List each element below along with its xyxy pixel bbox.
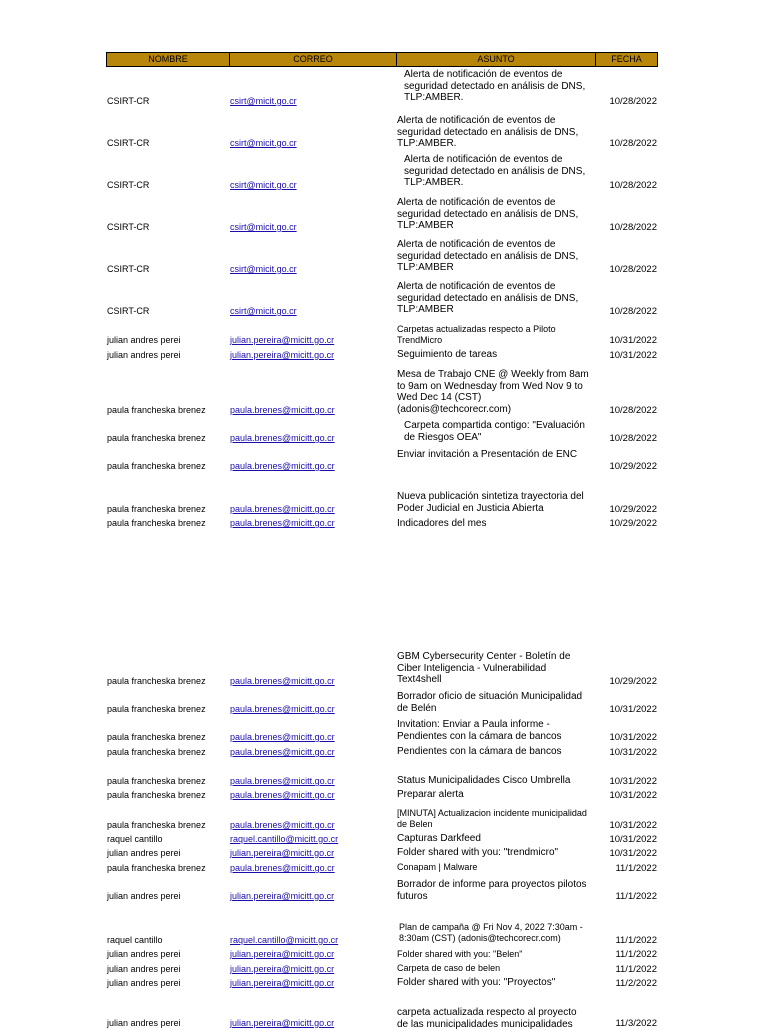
row-email-link[interactable]: paula.brenes@micitt.go.cr xyxy=(230,405,335,415)
row-date: 10/29/2022 xyxy=(609,461,657,472)
row-email-link[interactable]: raquel.cantillo@micitt.go.cr xyxy=(230,834,339,844)
row-email-link[interactable]: julian.pereira@micitt.go.cr xyxy=(230,891,335,901)
row-subject: Carpetas actualizadas respecto a Piloto TrendMicro xyxy=(397,324,556,345)
row-email-link[interactable]: paula.brenes@micitt.go.cr xyxy=(230,676,335,686)
header-asunto: ASUNTO xyxy=(396,52,596,67)
row-subject: Alerta de notificación de eventos de seguridad detectado en análisis de DNS, TLP:AMBER. xyxy=(397,115,579,149)
row-email-link[interactable]: raquel.cantillo@micitt.go.cr xyxy=(230,935,339,945)
row-email-link[interactable]: csirt@micit.go.cr xyxy=(230,264,297,274)
row-date: 10/28/2022 xyxy=(609,306,657,317)
row-date: 11/3/2022 xyxy=(615,1018,657,1029)
header-nombre: NOMBRE xyxy=(106,52,230,67)
row-date: 10/28/2022 xyxy=(609,264,657,275)
row-name: CSIRT-CR xyxy=(107,180,150,190)
row-email-link[interactable]: paula.brenes@micitt.go.cr xyxy=(230,504,335,514)
row-name: CSIRT-CR xyxy=(107,222,150,232)
row-name: paula francheska brenez xyxy=(107,518,206,528)
row-subject: Alerta de notificación de eventos de seguridad detectado en análisis de DNS, TLP:AMBER xyxy=(397,197,579,231)
row-name: julian andres perei xyxy=(107,978,181,988)
row-name: CSIRT-CR xyxy=(107,138,150,148)
row-subject: carpeta actualizada respecto al proyecto de las municipalidades municipalidades xyxy=(397,1007,577,1030)
row-date: 11/1/2022 xyxy=(615,863,657,874)
row-email-link[interactable]: julian.pereira@micitt.go.cr xyxy=(230,964,335,974)
row-name: paula francheska brenez xyxy=(107,433,206,443)
row-subject: Alerta de notificación de eventos de seguridad detectado en análisis de DNS, TLP:AMBER. xyxy=(404,154,586,188)
row-subject: Mesa de Trabajo CNE @ Weekly from 8am to 9am on Wednesday from Wed Nov 9 to Wed Dec 14 (CST) (adonis@techcorecr.com) xyxy=(397,369,589,415)
row-name: julian andres perei xyxy=(107,949,181,959)
row-name: paula francheska brenez xyxy=(107,504,206,514)
row-subject: Preparar alerta xyxy=(397,789,464,800)
row-name: paula francheska brenez xyxy=(107,704,206,714)
row-subject: GBM Cybersecurity Center - Boletín de Ciber Inteligencia - Vulnerabilidad Text4shell xyxy=(397,651,571,685)
row-date: 10/31/2022 xyxy=(609,820,657,831)
row-subject: Plan de campaña @ Fri Nov 4, 2022 7:30am - 8:30am (CST) (adonis@techcorecr.com) xyxy=(399,922,583,943)
row-subject: Pendientes con la cámara de bancos xyxy=(397,746,562,757)
row-name: julian andres perei xyxy=(107,350,181,360)
row-email-link[interactable]: julian.pereira@micitt.go.cr xyxy=(230,1018,335,1028)
row-date: 10/31/2022 xyxy=(609,848,657,859)
row-name: paula francheska brenez xyxy=(107,405,206,415)
row-subject: Folder shared with you: "Proyectos" xyxy=(397,977,556,988)
row-subject: [MINUTA] Actualizacion incidente municipalidad de Belen xyxy=(397,808,587,829)
row-subject: Conapam | Malware xyxy=(397,862,478,872)
row-email-link[interactable]: paula.brenes@micitt.go.cr xyxy=(230,863,335,873)
row-email-link[interactable]: csirt@micit.go.cr xyxy=(230,306,297,316)
row-name: paula francheska brenez xyxy=(107,863,206,873)
row-name: CSIRT-CR xyxy=(107,264,150,274)
row-email-link[interactable]: csirt@micit.go.cr xyxy=(230,138,297,148)
row-date: 10/31/2022 xyxy=(609,790,657,801)
row-email-link[interactable]: julian.pereira@micitt.go.cr xyxy=(230,978,335,988)
row-subject: Alerta de notificación de eventos de seguridad detectado en análisis de DNS, TLP:AMBER. xyxy=(404,69,586,103)
row-date: 10/31/2022 xyxy=(609,704,657,715)
row-date: 11/1/2022 xyxy=(615,935,657,946)
row-email-link[interactable]: paula.brenes@micitt.go.cr xyxy=(230,732,335,742)
row-name: paula francheska brenez xyxy=(107,676,206,686)
row-subject: Capturas Darkfeed xyxy=(397,833,481,844)
row-email-link[interactable]: paula.brenes@micitt.go.cr xyxy=(230,461,335,471)
row-date: 10/28/2022 xyxy=(609,180,657,191)
row-name: paula francheska brenez xyxy=(107,732,206,742)
row-email-link[interactable]: paula.brenes@micitt.go.cr xyxy=(230,820,335,830)
row-email-link[interactable]: csirt@micit.go.cr xyxy=(230,96,297,106)
row-date: 11/1/2022 xyxy=(615,949,657,960)
row-subject: Folder shared with you: "Belen" xyxy=(397,949,523,959)
row-date: 10/31/2022 xyxy=(609,747,657,758)
row-subject: Enviar invitación a Presentación de ENC xyxy=(397,449,578,460)
row-subject: Status Municipalidades Cisco Umbrella xyxy=(397,775,571,786)
row-name: CSIRT-CR xyxy=(107,306,150,316)
row-subject: Borrador oficio de situación Municipalidad de Belén xyxy=(397,691,583,714)
row-email-link[interactable]: csirt@micit.go.cr xyxy=(230,180,297,190)
row-date: 11/1/2022 xyxy=(615,964,657,975)
row-subject: Carpeta compartida contigo: "Evaluación de Riesgos OEA" xyxy=(404,420,585,443)
header-fecha: FECHA xyxy=(595,52,658,67)
row-email-link[interactable]: paula.brenes@micitt.go.cr xyxy=(230,518,335,528)
row-subject: Folder shared with you: "trendmicro" xyxy=(397,847,559,858)
row-name: paula francheska brenez xyxy=(107,790,206,800)
row-date: 10/29/2022 xyxy=(609,518,657,529)
row-name: paula francheska brenez xyxy=(107,776,206,786)
row-email-link[interactable]: paula.brenes@micitt.go.cr xyxy=(230,433,335,443)
row-name: CSIRT-CR xyxy=(107,96,150,106)
row-date: 10/29/2022 xyxy=(609,504,657,515)
row-date: 10/28/2022 xyxy=(609,222,657,233)
row-name: julian andres perei xyxy=(107,1018,181,1028)
row-date: 10/29/2022 xyxy=(609,676,657,687)
row-date: 10/28/2022 xyxy=(609,138,657,149)
row-email-link[interactable]: julian.pereira@micitt.go.cr xyxy=(230,335,335,345)
row-date: 10/31/2022 xyxy=(609,776,657,787)
row-name: julian andres perei xyxy=(107,964,181,974)
row-email-link[interactable]: julian.pereira@micitt.go.cr xyxy=(230,848,335,858)
row-date: 10/28/2022 xyxy=(609,405,657,416)
row-subject: Alerta de notificación de eventos de seguridad detectado en análisis de DNS, TLP:AMBER xyxy=(397,281,579,315)
row-subject: Nueva publicación sintetiza trayectoria del Poder Judicial en Justicia Abierta xyxy=(397,491,584,514)
row-name: raquel cantillo xyxy=(107,834,163,844)
row-name: raquel cantillo xyxy=(107,935,163,945)
row-subject: Borrador de informe para proyectos pilotos futuros xyxy=(397,879,587,902)
row-subject: Invitation: Enviar a Paula informe - Pendientes con la cámara de bancos xyxy=(397,719,562,742)
row-date: 10/28/2022 xyxy=(609,96,657,107)
row-email-link[interactable]: julian.pereira@micitt.go.cr xyxy=(230,949,335,959)
row-email-link[interactable]: paula.brenes@micitt.go.cr xyxy=(230,776,335,786)
row-name: paula francheska brenez xyxy=(107,747,206,757)
row-email-link[interactable]: paula.brenes@micitt.go.cr xyxy=(230,704,335,714)
row-date: 11/2/2022 xyxy=(615,978,657,989)
row-name: julian andres perei xyxy=(107,891,181,901)
row-email-link[interactable]: julian.pereira@micitt.go.cr xyxy=(230,350,335,360)
row-subject: Alerta de notificación de eventos de seguridad detectado en análisis de DNS, TLP:AMBER xyxy=(397,239,579,273)
row-date: 10/31/2022 xyxy=(609,350,657,361)
row-subject: Seguimiento de tareas xyxy=(397,349,498,360)
row-date: 10/31/2022 xyxy=(609,732,657,743)
row-subject: Indicadores del mes xyxy=(397,518,487,529)
row-name: paula francheska brenez xyxy=(107,461,206,471)
row-email-link[interactable]: csirt@micit.go.cr xyxy=(230,222,297,232)
row-email-link[interactable]: paula.brenes@micitt.go.cr xyxy=(230,790,335,800)
row-date: 11/1/2022 xyxy=(615,891,657,902)
row-name: julian andres perei xyxy=(107,335,181,345)
row-email-link[interactable]: paula.brenes@micitt.go.cr xyxy=(230,747,335,757)
row-name: julian andres perei xyxy=(107,848,181,858)
row-date: 10/28/2022 xyxy=(609,433,657,444)
row-subject: Carpeta de caso de belen xyxy=(397,963,501,973)
row-date: 10/31/2022 xyxy=(609,335,657,346)
row-date: 10/31/2022 xyxy=(609,834,657,845)
row-name: paula francheska brenez xyxy=(107,820,206,830)
header-correo: CORREO xyxy=(229,52,397,67)
